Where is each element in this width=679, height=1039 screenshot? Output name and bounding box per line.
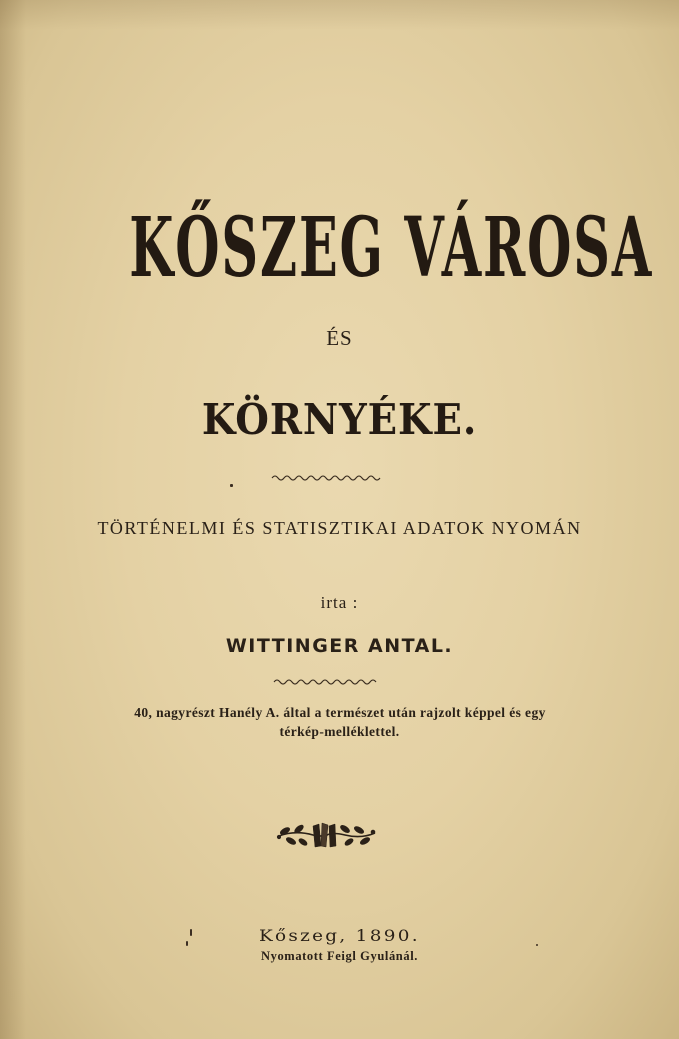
subtitle: TÖRTÉNELMI ÉS STATISZTIKAI ADATOK NYOMÁN <box>97 518 582 538</box>
wavy-rule-icon <box>270 472 384 484</box>
byline-label: irta : <box>320 593 359 612</box>
author-name: WITTINGER ANTAL. <box>225 635 454 657</box>
main-title: KŐSZEG VÁROSA <box>129 200 654 296</box>
wavy-rule-icon <box>272 676 378 688</box>
imprint-place-year: Kőszeg, 1890. <box>258 926 420 945</box>
ink-speck <box>230 484 233 487</box>
illustration-note: 40, nagyrészt Hanély A. által a természet után rajzolt képpel és egy <box>134 705 546 720</box>
ink-speck <box>536 944 538 946</box>
title-conjunction: ÉS <box>326 326 353 350</box>
secondary-title: KÖRNYÉKE. <box>201 395 478 444</box>
ink-speck <box>186 941 188 946</box>
illustration-note-continued: térkép-melléklettel. <box>279 724 400 739</box>
floral-vignette-icon <box>275 818 379 852</box>
ink-speck <box>190 929 192 936</box>
imprint-printer: Nyomatott Feigl Gyulánál. <box>260 949 418 963</box>
page-top-shadow <box>0 0 679 30</box>
